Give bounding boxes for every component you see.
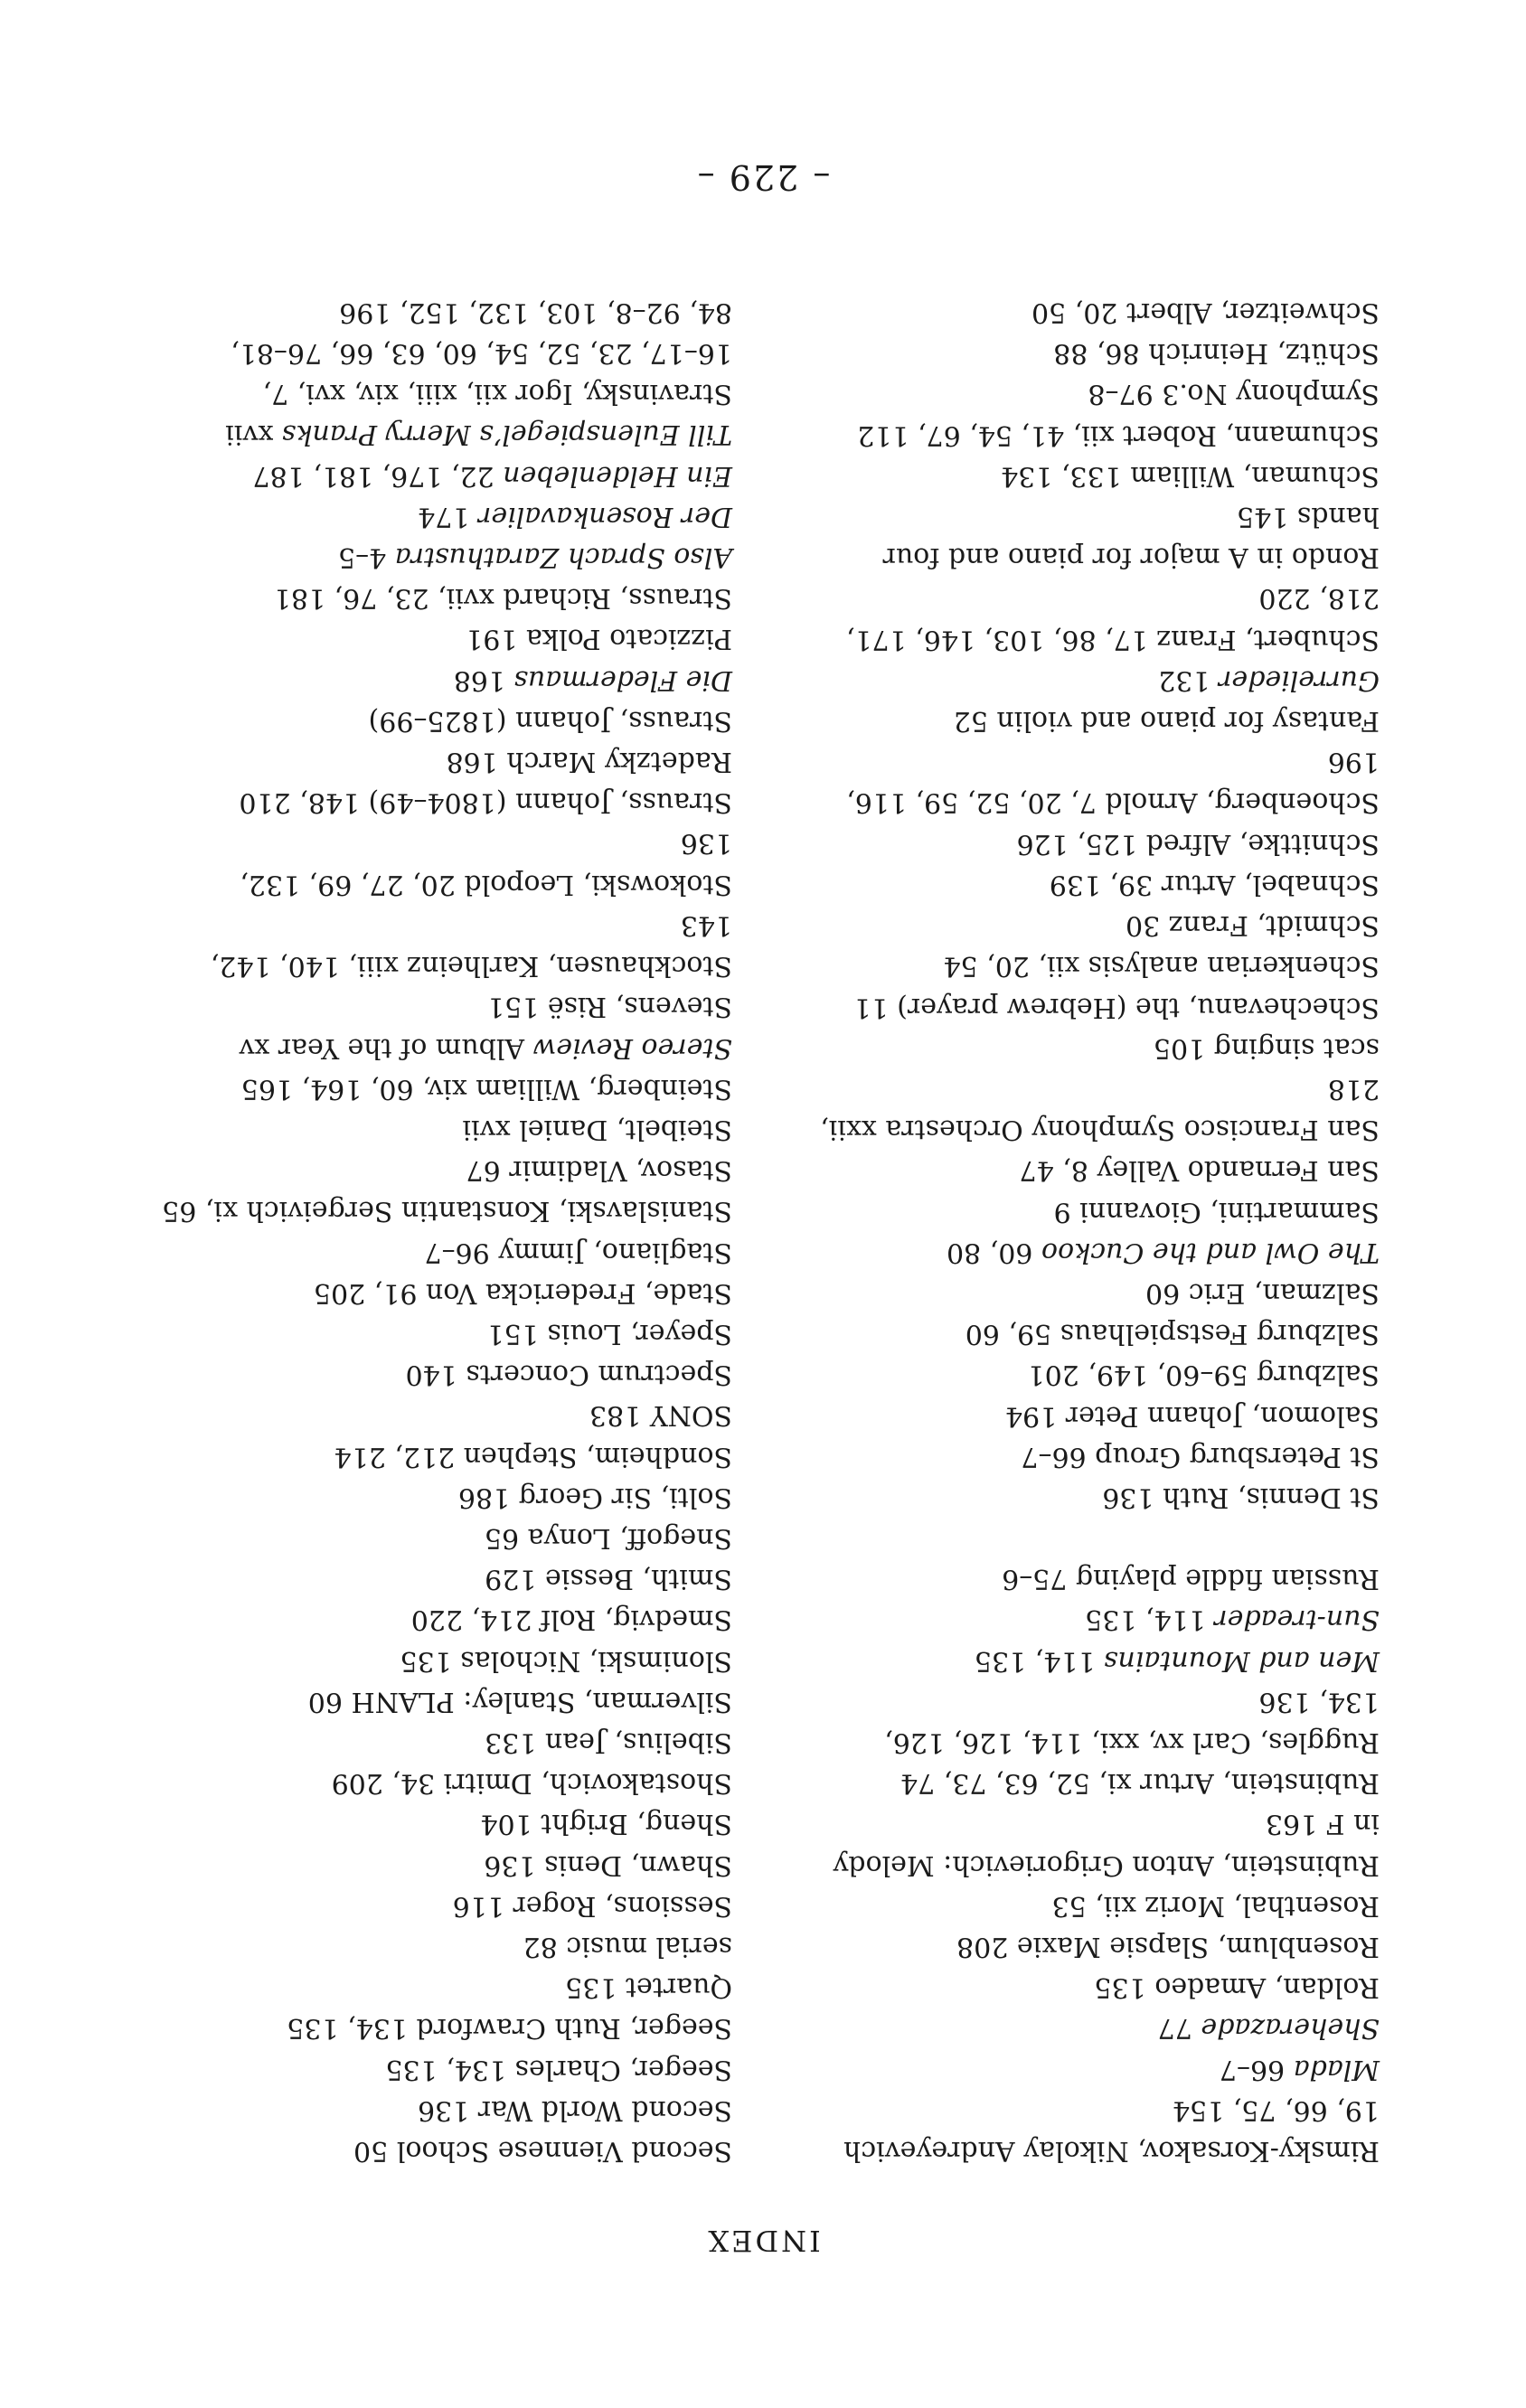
- index-entry-heading: Snegoff, Lonya 65: [484, 1521, 732, 1554]
- index-entry-line: 196: [1327, 746, 1380, 778]
- index-entry: [136, 1150, 732, 1190]
- index-entry-line: 218, 220: [1258, 582, 1380, 615]
- index-entry: [136, 1313, 732, 1354]
- index-entry: [783, 1028, 1380, 1068]
- index-entry: [136, 1599, 732, 1640]
- index-entry: [136, 1967, 732, 2048]
- index-entry-heading: San Fernando Valley 8, 47: [1019, 1154, 1380, 1187]
- index-entry: [783, 945, 1380, 986]
- index-entry-heading: St Dennis, Ruth 136: [1102, 1481, 1380, 1513]
- index-entry: [783, 986, 1380, 1027]
- index-entry: [783, 1395, 1380, 1435]
- index-entry-heading: Second Viennese School 50: [353, 2135, 732, 2167]
- index-entry-line: 218: [1327, 1072, 1380, 1105]
- index-entry: [783, 864, 1380, 905]
- index-entry-heading: Sessions, Roger 116: [452, 1889, 732, 1922]
- index-entry: [136, 1231, 732, 1272]
- index-entry: [783, 333, 1380, 373]
- index-entry: [783, 456, 1380, 496]
- index-entry-heading: Second World War 136: [417, 2093, 732, 2126]
- index-entry: [136, 1395, 732, 1435]
- index-entry: [783, 1763, 1380, 1803]
- index-entry-heading: Rimsky-Korsakov, Nikolay Andreyevich: [843, 2135, 1380, 2167]
- index-entry: [136, 1435, 732, 1476]
- index-entry: [783, 1803, 1380, 1885]
- index-entry-heading: Schnittke, Alfred 125, 126: [1016, 827, 1380, 860]
- index-entry: [783, 1886, 1380, 1926]
- index-entry-heading: Slonimski, Nicholas 135: [400, 1644, 732, 1677]
- index-entry-line: Die Fledermaus 168: [453, 663, 732, 696]
- index-entry-heading: Steinberg, William xiv, 60, 164, 165: [240, 1072, 732, 1105]
- index-entry: [783, 1558, 1380, 1599]
- index-entry: [136, 2090, 732, 2131]
- index-entry: [136, 2131, 732, 2171]
- index-entry: [783, 823, 1380, 864]
- index-entry-heading: Schubert, Franz 17, 86, 103, 146, 171,: [845, 623, 1380, 655]
- index-entry-heading: Speyer, Louis 151: [486, 1317, 732, 1350]
- index-entry-line: 16–17, 23, 52, 54, 60, 63, 66, 76–81,: [231, 337, 732, 370]
- index-entry-heading: Strauss, Richard xvii, 23, 76, 181: [273, 582, 732, 615]
- index-entry-line: hands 145: [1237, 501, 1380, 533]
- index-entry-heading: Schütz, Heinrich 86, 88: [1053, 337, 1380, 370]
- index-entry: [136, 823, 732, 904]
- index-entry: [783, 1436, 1380, 1477]
- index-entry-heading: scat singing 105: [1153, 1031, 1380, 1064]
- index-entry-heading: Stanislavski, Konstantin Sergeivich xi, 65: [162, 1195, 732, 1228]
- section-gap: [783, 1518, 1380, 1558]
- index-entry-heading: Salzburg Festspielhaus 59, 60: [965, 1318, 1380, 1350]
- index-entry-heading: Smedvig, Rolf 214, 220: [410, 1604, 732, 1636]
- index-entry-heading: SONY 183: [589, 1399, 732, 1432]
- index-entry: [136, 1763, 732, 1803]
- index-entry: [783, 496, 1380, 660]
- index-entry-heading: Russian fiddle playing 75–6: [1002, 1563, 1380, 1595]
- index-entry-heading: Salzman, Eric 60: [1145, 1276, 1380, 1309]
- index-entry: [136, 986, 732, 1027]
- index-entry-line: Sheherazade 77: [1157, 2012, 1380, 2045]
- index-entry: [783, 1150, 1380, 1190]
- index-entry: [783, 292, 1380, 333]
- index-entry-line: Symphony No.3 97–8: [1088, 378, 1380, 410]
- index-entry-line: Mlada 66–7: [1219, 2053, 1380, 2085]
- index-entry-line: Der Rosenkavalier 174: [418, 500, 732, 532]
- index-entry-line: Sun-treader 114, 135: [1085, 1604, 1380, 1636]
- index-column-right: [136, 292, 732, 2171]
- index-entry: [136, 1926, 732, 1967]
- index-entry: [136, 741, 732, 823]
- index-entry-line: Ein Heldenleben 22, 176, 181, 187: [252, 459, 732, 492]
- index-entry: [136, 414, 732, 618]
- index-entry-heading: Roldan, Amadeo 135: [1094, 1971, 1380, 2004]
- index-entry-heading: Schuman, William 133, 134: [1001, 459, 1380, 492]
- index-entry-heading: Strauss, Johann (1825–99): [368, 704, 732, 737]
- index-entry-heading: Schnabel, Artur 39, 139: [1049, 868, 1380, 900]
- index-entry-heading: The Owl and the Cuckoo 60, 80: [947, 1236, 1380, 1268]
- index-entry-line: Rondo in A major for piano and four: [882, 541, 1380, 574]
- index-entry-heading: Schoenberg, Arnold 7, 20, 52, 59, 116,: [846, 786, 1380, 819]
- index-entry-heading: Stade, Fredericka Von 91, 205: [313, 1276, 732, 1309]
- index-entry: [783, 1190, 1380, 1231]
- index-entry-heading: Stokowski, Leopold 20, 27, 69, 132,: [240, 868, 732, 900]
- index-entry: [783, 905, 1380, 945]
- index-entry-heading: Schechevanu, the (Hebrew prayer) 11: [853, 991, 1380, 1023]
- index-entry-heading: Sibelius, Jean 133: [485, 1726, 732, 1758]
- index-entry: [136, 1681, 732, 1722]
- index-entry: [136, 1068, 732, 1109]
- index-entry: [136, 1722, 732, 1763]
- index-entry-heading: Steibelt, Daniel xvii: [462, 1113, 732, 1145]
- index-entry-line: Radetzky March 168: [446, 746, 732, 778]
- index-entry-heading: Solti, Sir Georg 186: [457, 1481, 732, 1513]
- index-entry-heading: Stasov, Vladimir 67: [466, 1154, 732, 1187]
- index-entry-heading: Shostakovich, Dmitri 34, 209: [331, 1767, 732, 1800]
- index-column-left: [783, 292, 1380, 2171]
- index-entry: [783, 1068, 1380, 1150]
- index-entry-line: 19, 66, 75, 154: [1173, 2093, 1380, 2126]
- index-entry: [136, 1640, 732, 1680]
- index-entry-line: Men and Mountains 114, 135: [974, 1644, 1380, 1677]
- index-entry: [136, 1190, 732, 1231]
- index-entry: [783, 1273, 1380, 1313]
- index-entry-heading: Stereo Review Album of the Year xv: [239, 1031, 732, 1064]
- page-header: INDEX: [705, 2224, 821, 2258]
- index-entry: [136, 905, 732, 986]
- index-entry: [136, 1477, 732, 1518]
- index-entry: [783, 1354, 1380, 1395]
- index-entry-line: 84, 92–8, 103, 132, 152, 196: [339, 296, 732, 328]
- index-entry-heading: serial music 82: [523, 1930, 732, 1962]
- index-entry-heading: Salomon, Johann Peter 194: [1004, 1399, 1380, 1432]
- index-entry: [136, 2048, 732, 2089]
- index-entry-heading: Strauss, Johann (1804–49) 148, 210: [239, 786, 732, 819]
- index-entry-heading: Schenkerian analysis xii, 20, 54: [943, 950, 1380, 983]
- index-entry-heading: Sheng, Bright 104: [480, 1808, 732, 1840]
- index-entry: [136, 1273, 732, 1313]
- index-entry: [136, 1109, 732, 1150]
- index-entry: [136, 1844, 732, 1885]
- index-entry-heading: Smith, Bessie 129: [485, 1563, 732, 1595]
- index-entry-line: Fantasy for piano and violin 52: [953, 705, 1380, 738]
- index-entry: [136, 1027, 732, 1068]
- index-entry-heading: Sondheim, Stephen 212, 214: [334, 1440, 732, 1472]
- index-entry-line: 136: [680, 827, 732, 860]
- index-entry-heading: Ruggles, Carl xv, xxi, 114, 126, 126,: [884, 1726, 1380, 1758]
- index-entry-line: Till Eulenspiegel’s Merry Pranks xvii: [225, 419, 732, 451]
- index-entry-heading: Stravinsky, Igor xii, xiii, xiv, xvi, 7,: [262, 378, 732, 410]
- index-entry: [783, 1313, 1380, 1354]
- index-entry-heading: Schumann, Robert xii, 41, 54, 67, 112: [857, 419, 1380, 451]
- index-entry-heading: Rosenblum, Slapsie Maxie 208: [956, 1930, 1380, 1962]
- index-entry-heading: Sammartini, Giovanni 9: [1053, 1195, 1380, 1228]
- index-entry-heading: Rosenthal, Moriz xii, 53: [1051, 1889, 1380, 1922]
- index-entry: [136, 292, 732, 415]
- index-entry-heading: Salzburg 59–60, 149, 201: [1027, 1359, 1380, 1391]
- index-entry: [136, 1354, 732, 1395]
- index-entry-heading: Rubinstein, Artur xi, 52, 63, 73, 74: [900, 1767, 1380, 1800]
- index-entry: [783, 373, 1380, 455]
- index-entry: [783, 1232, 1380, 1273]
- index-entry-heading: Schmidt, Franz 30: [1126, 909, 1380, 942]
- index-entry-heading: St Petersburg Group 66–7: [1021, 1440, 1380, 1472]
- index-entry-line: 134, 136: [1258, 1685, 1380, 1717]
- index-entry: [136, 1558, 732, 1599]
- index-entry: [783, 1477, 1380, 1518]
- index-entry-heading: Seeger, Charles 134, 135: [385, 2053, 732, 2085]
- index-entry-heading: Seeger, Ruth Crawford 134, 135: [287, 2012, 732, 2045]
- index-entry: [783, 660, 1380, 823]
- index-entry: [136, 1518, 732, 1558]
- page-number: – 229 –: [695, 157, 831, 197]
- index-entry-heading: Stagliano, Jimmy 96–7: [424, 1236, 732, 1268]
- index-entry: [783, 1926, 1380, 1967]
- index-entry-heading: Silverman, Stanley: PLANH 60: [307, 1685, 732, 1717]
- index-entry: [136, 1886, 732, 1926]
- index-entry-heading: Shawn, Denis 136: [484, 1848, 732, 1881]
- index-entry-heading: San Francisco Symphony Orchestra xxii,: [820, 1114, 1380, 1146]
- index-entry-line: 143: [680, 908, 732, 941]
- index-entry-line: Gurrelieder 132: [1158, 663, 1380, 696]
- index-entry: [783, 1599, 1380, 1763]
- index-entry: [783, 1967, 1380, 2008]
- index-entry-heading: Spectrum Concerts 140: [405, 1359, 732, 1391]
- index-entry-line: Quartet 135: [565, 1971, 732, 2004]
- index-entry-heading: Schweitzer, Albert 20, 50: [1031, 296, 1380, 329]
- index-entry-heading: Stevens, Risë 151: [487, 991, 732, 1023]
- index-entry-line: in F 163: [1265, 1808, 1380, 1840]
- index-entry-line: Also Sprach Zarathustra 4–5: [338, 541, 732, 574]
- index-entry: [136, 1803, 732, 1844]
- index-entry-line: Pizzicato Polka 191: [466, 623, 732, 655]
- index-entry: [783, 2008, 1380, 2171]
- index-entry-heading: Rubinstein, Anton Grigorievich: Melody: [833, 1848, 1380, 1881]
- index-entry-heading: Stockhausen, Karlheinz xiii, 140, 142,: [210, 950, 732, 983]
- index-entry: [136, 618, 732, 741]
